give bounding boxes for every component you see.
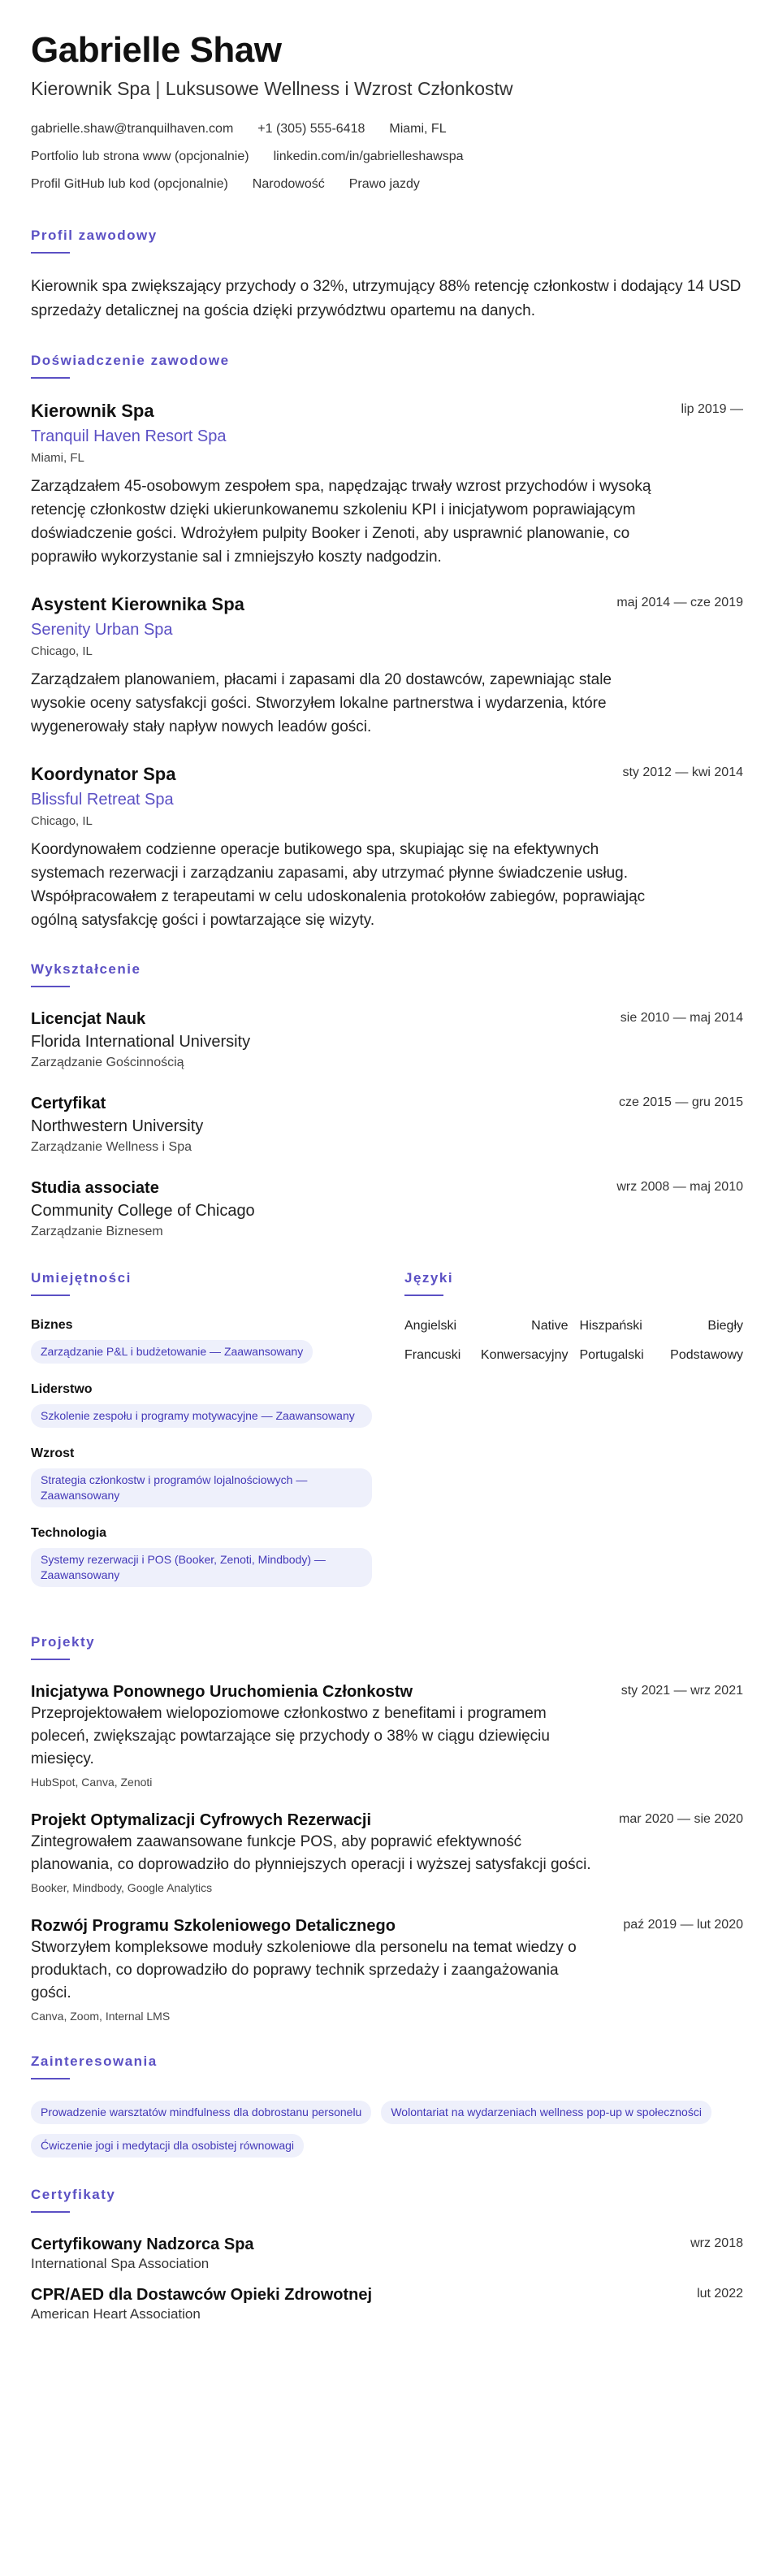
job-location: Miami, FL (31, 451, 84, 465)
certificate-entry (31, 2234, 743, 2273)
project-date: paź 2019 — lut 2020 (623, 1918, 743, 1932)
summary-text: Kierownik spa zwiększający przychody o 32%, utrzymujący 88% retencję członkostw i dodający 14 USD sprzedaży detalicznej na gościa dzięki przywództwu opartemu na danych. (31, 278, 742, 319)
project-tech: Booker, Mindbody, Google Analytics (31, 1881, 213, 1894)
certificates-section (31, 2187, 743, 2323)
skill-group (31, 1525, 372, 1587)
job-location: Chicago, IL (31, 644, 93, 658)
website-link[interactable]: Portfolio lub strona www (opcjonalnie) (31, 150, 249, 163)
project-entry (31, 1810, 743, 1896)
language-item (404, 1317, 569, 1335)
section-title: Języki (404, 1270, 454, 1286)
company-name: Serenity Urban Spa (31, 621, 173, 639)
company-name: Blissful Retreat Spa (31, 791, 174, 809)
interest-pill: Prowadzenie warsztatów mindfulness dla dobrostanu personelu (31, 2101, 371, 2124)
language-item (580, 1347, 744, 1364)
certificate-date: wrz 2018 (690, 2236, 743, 2250)
section-divider (31, 377, 70, 379)
school-name: Northwestern University (31, 1117, 204, 1135)
job-title: Kierownik Spa (31, 401, 154, 421)
skill-pill: Zarządzanie P&L i budżetowanie — Zaawansowany (31, 1340, 313, 1364)
certificate-org: American Heart Association (31, 2306, 201, 2322)
skill-category: Technologia (31, 1526, 107, 1540)
license-text: Prawo jazdy (348, 177, 420, 191)
project-description: Przeprojektowałem wielopoziomowe członkostwo z benefitami i programem poleceń, zwiększając powtarzające się przychody o 38% w ciągu dziewięciu miesięcy. (31, 1705, 550, 1767)
language-item (580, 1317, 744, 1335)
language-level: Biegły (707, 1319, 743, 1333)
education-date: wrz 2008 — maj 2010 (616, 1180, 743, 1194)
skill-group (31, 1446, 372, 1507)
project-name: Projekt Optymalizacji Cyfrowych Rezerwacji (31, 1811, 372, 1829)
language-level: Podstawowy (670, 1348, 743, 1362)
project-tech: Canva, Zoom, Internal LMS (31, 2010, 171, 2023)
skills-section (31, 1270, 372, 1605)
language-name: Portugalski (579, 1348, 644, 1362)
certificate-entry (31, 2284, 743, 2323)
section-title: Profil zawodowy (31, 228, 158, 243)
skill-group (31, 1317, 372, 1364)
job-description: Zarządzałem 45-osobowym zespołem spa, napędzając trwały wzrost przychodów i wysoką retencję członkostw dzięki ukierunkowanemu szkoleniu KPI i inicjatywom poprawiającym doświadczenie gości. Wdrożyłem pulpity Booker i Zenoti, aby usprawnić planowanie, co poprawiło wykorzystanie sal i zmniejszyło koszty nadgodzin. (31, 478, 651, 566)
job-description: Koordynowałem codzienne operacje butikowego spa, skupiając się na efektywnych systemach rezerwacji i zarządzaniu zapasami, aby utrzymać płynne świadczenie usług. Współpracowałem z terapeutami w celu udoskonalenia protokołów zabiegów, poprawiając ogólną satysfakcję gości i powtarzające się wizyty. (31, 841, 646, 929)
language-level: Konwersacyjny (480, 1348, 569, 1362)
education-entry (31, 1093, 743, 1156)
projects-section (31, 1634, 743, 2024)
education-date: sie 2010 — maj 2014 (620, 1011, 743, 1025)
location-text: Miami, FL (389, 122, 447, 136)
skill-pill: Systemy rezerwacji i POS (Booker, Zenoti, Mindbody) — Zaawansowany (31, 1548, 372, 1587)
project-name: Inicjatywa Ponownego Uruchomienia Członkostw (31, 1683, 413, 1701)
skill-category: Biznes (31, 1318, 73, 1332)
project-entry (31, 1681, 743, 1790)
skill-group (31, 1381, 372, 1428)
job-date: sty 2012 — kwi 2014 (622, 765, 743, 779)
project-tech: HubSpot, Canva, Zenoti (31, 1776, 153, 1789)
section-title: Zainteresowania (31, 2053, 158, 2069)
skill-category: Liderstwo (31, 1382, 93, 1396)
section-divider (31, 2211, 70, 2213)
field-of-study: Zarządzanie Gościnnością (31, 1056, 184, 1069)
candidate-name: Gabrielle Shaw (31, 30, 282, 70)
company-name: Tranquil Haven Resort Spa (31, 427, 227, 445)
project-entry (31, 1915, 743, 2024)
interest-pill: Wolontariat na wydarzeniach wellness pop-up w społeczności (381, 2101, 711, 2124)
section-divider (404, 1295, 443, 1296)
contact-info (31, 115, 743, 198)
github-link[interactable]: Profil GitHub lub kod (opcjonalnie) (31, 177, 228, 191)
language-level: Native (531, 1319, 569, 1333)
job-title: Asystent Kierownika Spa (31, 594, 244, 614)
skill-pill: Szkolenie zespołu i programy motywacyjne — Zaawansowany (31, 1404, 372, 1428)
section-divider (31, 2078, 70, 2079)
education-date: cze 2015 — gru 2015 (619, 1095, 743, 1109)
experience-entry (31, 763, 743, 932)
section-title: Certyfikaty (31, 2187, 116, 2202)
school-name: Community College of Chicago (31, 1202, 255, 1220)
certificate-name: CPR/AED dla Dostawców Opieki Zdrowotnej (31, 2286, 373, 2304)
education-section (31, 961, 743, 1241)
language-item (404, 1347, 569, 1364)
certificate-date: lut 2022 (697, 2287, 743, 2301)
section-divider (31, 252, 70, 254)
degree-title: Certyfikat (31, 1095, 106, 1112)
linkedin-link[interactable]: linkedin.com/in/gabrielleshawspa (273, 150, 464, 163)
project-name: Rozwój Programu Szkoleniowego Detalicznego (31, 1917, 396, 1935)
language-name: Angielski (404, 1319, 457, 1333)
email-link[interactable]: gabrielle.shaw@tranquilhaven.com (31, 122, 234, 136)
project-date: sty 2021 — wrz 2021 (620, 1684, 743, 1698)
degree-title: Studia associate (31, 1179, 159, 1197)
field-of-study: Zarządzanie Biznesem (31, 1225, 163, 1238)
skill-category: Wzrost (31, 1446, 75, 1460)
resume-header (31, 29, 743, 198)
summary-section (31, 228, 743, 323)
job-date: lip 2019 — (681, 402, 743, 416)
section-title: Wykształcenie (31, 961, 141, 977)
education-entry (31, 1008, 743, 1072)
school-name: Florida International University (31, 1033, 251, 1051)
interest-pill: Ćwiczenie jogi i medytacji dla osobistej równowagi (31, 2134, 304, 2158)
interests-section (31, 2053, 743, 2158)
education-entry (31, 1177, 743, 1241)
project-date: mar 2020 — sie 2020 (619, 1812, 743, 1826)
languages-section (404, 1270, 743, 1605)
job-description: Zarządzałem planowaniem, płacami i zapasami dla 20 dostawców, zapewniając stale wysokie oceny satysfakcji gości. Stworzyłem lokalne partnerstwa i wydarzenia, które wygenerowały stały napływ nowych leadów gości. (31, 671, 612, 735)
section-title: Projekty (31, 1634, 96, 1650)
experience-entry (31, 400, 743, 569)
language-name: Francuski (404, 1348, 461, 1362)
nationality-text: Narodowość (252, 177, 325, 191)
job-location: Chicago, IL (31, 814, 93, 828)
degree-title: Licencjat Nauk (31, 1010, 146, 1028)
section-divider (31, 1295, 70, 1296)
skills-languages-row (31, 1270, 743, 1605)
section-title: Doświadczenie zawodowe (31, 353, 230, 368)
skill-pill: Strategia członkostw i programów lojalnościowych — Zaawansowany (31, 1468, 372, 1507)
section-divider (31, 986, 70, 987)
language-name: Hiszpański (579, 1319, 642, 1333)
job-title: Koordynator Spa (31, 764, 176, 784)
project-description: Zintegrowałem zaawansowane funkcje POS, aby poprawić efektywność planowania, co doprowadziło do płynniejszych operacji i wyższej satysfakcji gości. (31, 1833, 591, 1873)
certificate-org: International Spa Association (31, 2256, 210, 2271)
phone-text: +1 (305) 555-6418 (257, 122, 365, 136)
field-of-study: Zarządzanie Wellness i Spa (31, 1140, 192, 1154)
experience-entry (31, 593, 743, 739)
project-description: Stworzyłem kompleksowe moduły szkoleniowe dla personelu na temat wiedzy o produktach, co doprowadziło do poprawy technik sprzedaży i zaangażowania gości. (31, 1939, 577, 2001)
section-title: Umiejętności (31, 1270, 132, 1286)
section-divider (31, 1659, 70, 1660)
experience-section (31, 353, 743, 932)
certificate-name: Certyfikowany Nadzorca Spa (31, 2236, 254, 2253)
candidate-headline: Kierownik Spa | Luksusowe Wellness i Wzrost Członkostw (31, 78, 513, 99)
job-date: maj 2014 — cze 2019 (616, 596, 743, 609)
